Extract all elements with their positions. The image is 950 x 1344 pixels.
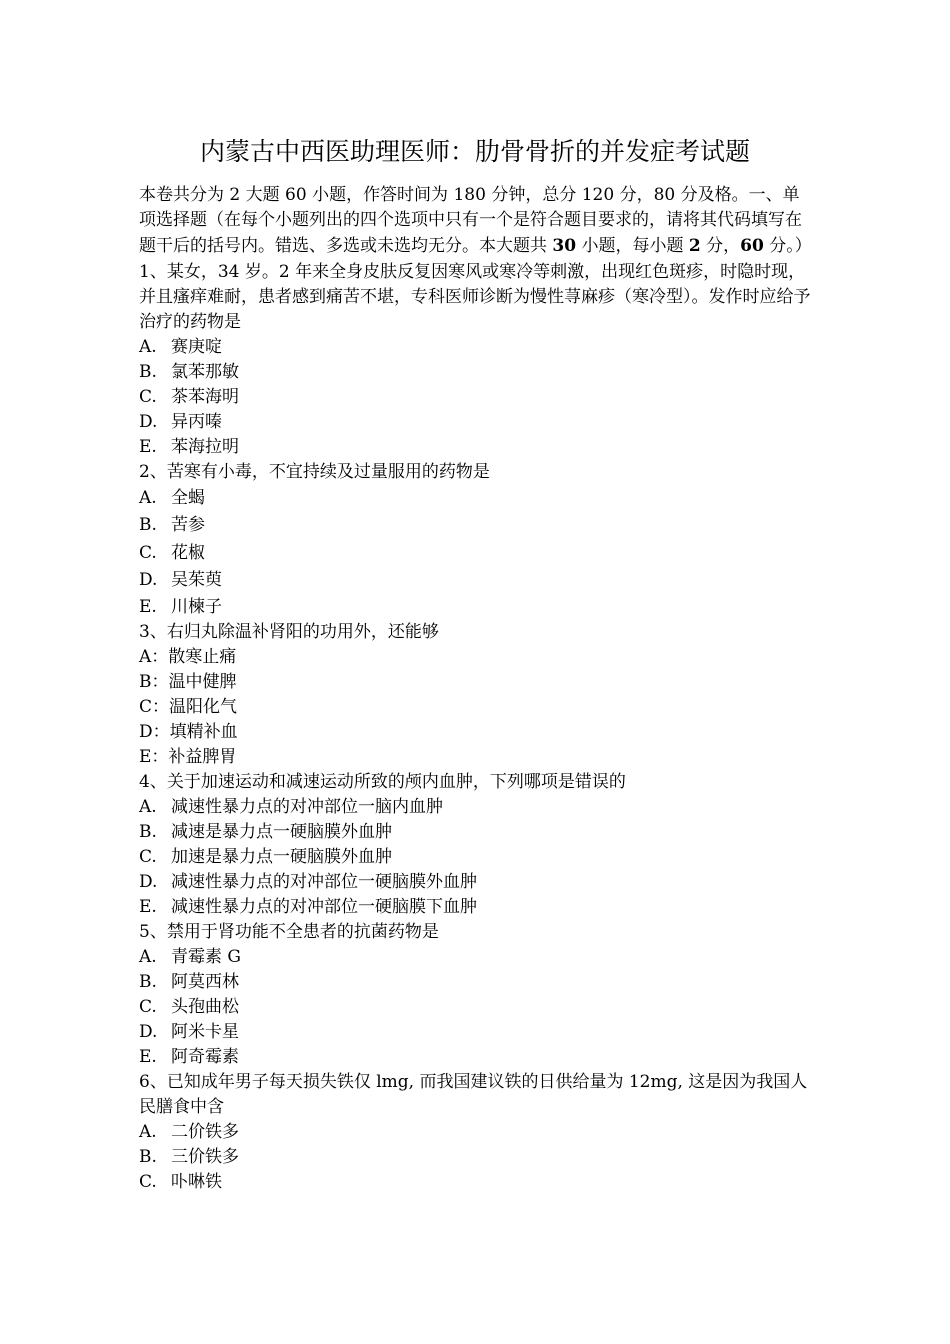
option-text: 川楝子 <box>171 596 222 617</box>
option-letter: A： <box>139 646 169 667</box>
option-letter: D. <box>139 570 158 591</box>
option-text: 二价铁多 <box>171 1121 239 1142</box>
option-text: 减速性暴力点的对冲部位一脑内血肿 <box>171 796 443 817</box>
option-letter: D. <box>139 411 158 432</box>
option-letter: D. <box>139 1021 158 1042</box>
option-text: 全蝎 <box>171 487 205 508</box>
option-letter: B. <box>139 515 157 536</box>
option-text: 补益脾胃 <box>168 746 237 767</box>
answer-option <box>139 795 814 820</box>
intro-points-each: 2 <box>688 235 701 256</box>
option-text: 赛庚啶 <box>171 336 222 357</box>
question-stem: 2、苦寒有小毒，不宜持续及过量服用的药物是 <box>139 461 490 482</box>
page-title: 内蒙古中西医助理医师：肋骨骨折的并发症考试题 <box>199 137 750 166</box>
option-letter: B. <box>139 821 157 842</box>
answer-option <box>139 385 814 410</box>
question-stem: 4、关于加速运动和减速运动所致的颅内血肿，下列哪项是错误的 <box>139 771 626 792</box>
answer-option <box>139 540 814 568</box>
option-text: 苦参 <box>171 515 205 536</box>
option-text: 减速是暴力点一硬脑膜外血肿 <box>171 821 392 842</box>
answer-option <box>139 895 814 920</box>
option-text: 阿奇霉素 <box>171 1046 239 1067</box>
intro-question-count: 30 <box>552 235 577 256</box>
option-letter: E. <box>139 596 157 617</box>
option-letter: E. <box>139 436 157 457</box>
answer-option <box>139 820 814 845</box>
document-body <box>139 183 814 1195</box>
option-letter: C. <box>139 386 157 407</box>
answer-option <box>139 745 814 770</box>
answer-option <box>139 595 814 620</box>
option-letter: E. <box>139 896 157 917</box>
option-letter: A. <box>139 796 157 817</box>
option-text: 填精补血 <box>169 721 238 742</box>
option-letter: B： <box>139 671 169 692</box>
intro-paragraph <box>139 183 814 259</box>
answer-option <box>139 1020 814 1045</box>
option-letter: C. <box>139 846 157 867</box>
option-text: 减速性暴力点的对冲部位一硬脑膜外血肿 <box>171 871 477 892</box>
option-text: 吴茱萸 <box>171 570 222 591</box>
question-stem: 3、右归丸除温补肾阳的功用外，还能够 <box>139 621 439 642</box>
option-text: 温中健脾 <box>168 671 237 692</box>
intro-text: 分。） <box>763 235 812 256</box>
intro-text: 分， <box>700 235 741 256</box>
intro-text: 小题，每小题 <box>576 235 689 256</box>
option-text: 散寒止痛 <box>168 646 237 667</box>
question-stem: 5、禁用于肾功能不全患者的抗菌药物是 <box>139 921 439 942</box>
option-text: 阿莫西林 <box>171 971 239 992</box>
option-text: 减速性暴力点的对冲部位一硬脑膜下血肿 <box>171 896 477 917</box>
answer-option <box>139 720 814 745</box>
option-text: 苯海拉明 <box>171 436 239 457</box>
answer-option <box>139 870 814 895</box>
option-letter: A. <box>139 487 157 508</box>
option-text: 花椒 <box>171 542 205 563</box>
option-letter: E： <box>139 746 169 767</box>
option-letter: D. <box>139 871 158 892</box>
question-stem: 1、某女，34 岁。2 年来全身皮肤反复因寒风或寒冷等刺激，出现红色斑疹，时隐时现，并且瘙痒难耐，患者感到痛苦不堪，专科医师诊断为慢性荨麻疹（寒冷型）。发作时应给予治疗的药物是 <box>139 261 811 332</box>
answer-option <box>139 845 814 870</box>
answer-option <box>139 695 814 720</box>
option-letter: B. <box>139 971 157 992</box>
answer-option <box>139 945 814 970</box>
option-letter: C. <box>139 996 157 1017</box>
intro-text: 本卷共分为 2 大题 60 小题，作答时间为 180 分钟，总分 120 分，80 分及格。一、单项选择题（在每个小题列出的四个选项中只有一个是符合题目要求的，请将其代码填写在题干后的括号内。错选、多选或未选均无分。本大题共 <box>139 185 802 256</box>
answer-option <box>139 1045 814 1070</box>
answer-option <box>139 970 814 995</box>
option-letter: B. <box>139 1146 157 1167</box>
answer-option <box>139 512 814 540</box>
answer-option <box>139 435 814 460</box>
answer-option <box>139 1145 814 1170</box>
answer-option <box>139 670 814 695</box>
option-letter: D： <box>139 721 170 742</box>
option-letter: A. <box>139 336 157 357</box>
option-text: 茶苯海明 <box>171 386 239 407</box>
option-letter: A. <box>139 1121 157 1142</box>
option-letter: C： <box>139 696 170 717</box>
option-text: 头孢曲松 <box>171 996 239 1017</box>
answer-option <box>139 645 814 670</box>
answer-option <box>139 485 814 513</box>
option-text: 温阳化气 <box>169 696 238 717</box>
intro-points-total: 60 <box>740 235 764 256</box>
option-text: 三价铁多 <box>171 1146 239 1167</box>
option-letter: B. <box>139 361 157 382</box>
option-text: 氯苯那敏 <box>171 361 239 382</box>
option-letter: E. <box>139 1046 157 1067</box>
answer-option <box>139 995 814 1020</box>
option-letter: A. <box>139 946 157 967</box>
answer-option <box>139 1120 814 1145</box>
question-stem: 6、已知成年男子每天损失铁仅 lmg, 而我国建议铁的日供给量为 12mg, 这是因为我国人民膳食中含 <box>139 1071 808 1117</box>
answer-option <box>139 410 814 435</box>
option-text: 异丙嗪 <box>171 411 222 432</box>
option-text: 加速是暴力点一硬脑膜外血肿 <box>171 846 392 867</box>
answer-option <box>139 335 814 360</box>
option-text: 卟啉铁 <box>171 1171 222 1192</box>
option-letter: C. <box>139 542 157 563</box>
option-text: 青霉素 G <box>171 946 241 967</box>
option-letter: C. <box>139 1171 157 1192</box>
answer-option <box>139 360 814 385</box>
answer-option <box>139 1170 814 1195</box>
option-text: 阿米卡星 <box>171 1021 239 1042</box>
answer-option <box>139 567 814 595</box>
